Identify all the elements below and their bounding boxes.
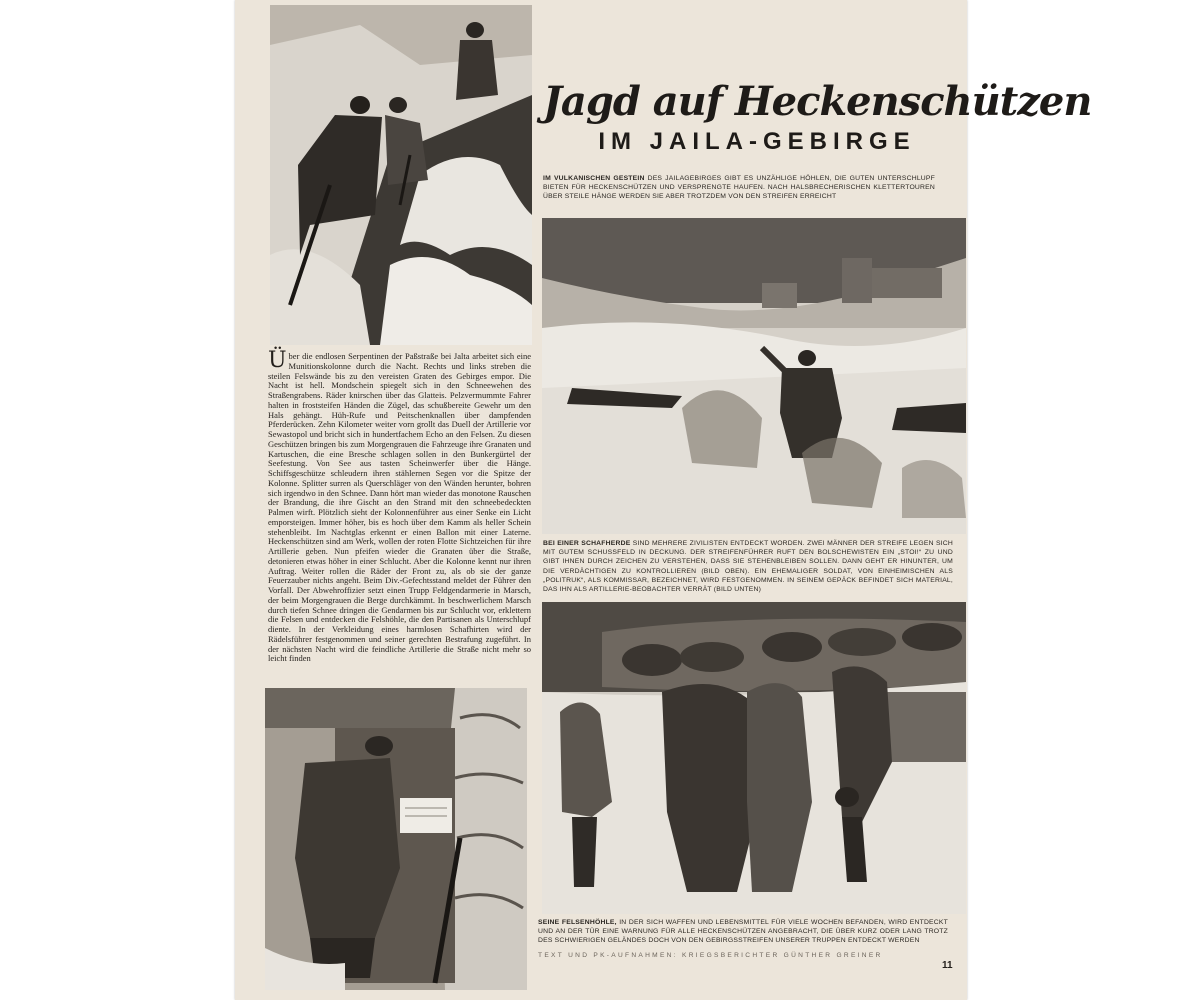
magazine-page [235,0,1092,1000]
photo-patrol-in-snow [542,218,966,534]
photo-soldiers-climbing-image [270,5,532,345]
page-number: 11 [942,960,953,971]
photo-cave-door-notice [265,688,527,990]
caption-bottom-text: IN DER SICH WAFFEN UND LEBENSMITTEL FÜR VIELE WOCHEN BEFANDEN, WIRD ENTDECKT UND AN DER TÜR EINE WARNUNG FÜR ALLE HECKENSCHÜTZEN ANGEBRACHT, DIE ÜBER KURZ ODER LANG TROTZ DES SCHWIERIGEN GELÄNDES DOCH VON DEN GEBIRGSSTREIFEN UNSERER TRUPPEN ENTDECKT WERDEN [538,919,948,945]
photo-politruk-arrest [542,602,966,914]
caption-top-text: DES JAILAGEBIRGES GIBT ES UNZÄHLIGE HÖHLEN, DIE GUTEN UNTERSCHLUPF BIETEN FÜR HECKENSCHÜTZEN UND VERSPRENGTE HAUFEN. NACH HALSBRECHERISCHEN KLETTERTOUREN ÜBER STEILE HÄNGE WERDEN SIE ABER TROTZDEM VON DEN STREIFEN ERREICHT [543,175,935,201]
caption-bottom [538,918,948,946]
photo-credit: TEXT UND PK-AUFNAHMEN: KRIEGSBERICHTER GÜNTHER GREINER [538,952,883,959]
article-subtitle: IM JAILA-GEBIRGE [598,128,916,155]
caption-bottom-lead: SEINE FELSENHÖHLE, [538,919,617,926]
caption-top [543,174,935,202]
caption-middle [543,539,953,594]
photo-soldiers-climbing [270,5,532,345]
article-body: Über die endlosen Serpentinen der Paßstraße bei Jalta arbeitet sich eine Munitionskolonne durch die Nacht. Rechts und links streben die steilen Felswände bis zu den vereisten Graten des Gebirges empor. Die Nacht ist hell. Mondschein spiegelt sich in den Schneewehen des Straßengrabens. Räder knirschen über das Glatteis. Pelzvermummte Fahrer halten in froststeifen Händen die Zügel, das schußbereite Gewehr um den Hals gehängt. Hüh-Rufe und Peitschenknallen über dampfenden Pferderücken. Zehn Kilometer weiter vorn grollt das Duell der Artillerie vor Sewastopol und bricht sich in hundertfachem Echo an den Felsen. Zu diesen Geschützen bringen bis zum Morgengrauen die Fahrzeuge ihre Granaten und Kartuschen, die eine Bresche schlagen sollen in den Bunkergürtel der Seefestung. Von See aus tasten Scheinwerfer über die Hänge. Schiffsgeschütze schleudern ihren stählernen Segen vor die Spitze der Kolonne. Splitter surren als Querschläger von den Wänden herunter, bohren sich irgendwo in den Schnee. Dann hört man wieder das monotone Rauschen der Brandung, die ihre Gischt an den Strand mit den schneebedeckten Palmen wirft. Plötzlich sieht der Kolonnenführer aus einer Senke ein Licht emporsteigen. Immer höher, bis es hoch über dem Kamm als heller Schein stehenbleibt. Im Nachtglas erkennt er einen Ballon mit einer Laterne. Heckenschützen sind am Werk, wollen der roten Flotte Sichtzeichen für ihre Artillerie geben. Nun pfeifen wieder die Granaten über die Straße, detonieren etwas höher in einer Schlucht. Aber die Kolonne kennt nur ihren Auftrag. Weiter rollen die Räder der Front zu, als ob sie der ganze Feuerzauber nichts angeht. Beim Div.-Gefechtsstand meldet der Führer den Vorfall. Der Abwehroffizier setzt einen Trupp Feldgendarmerie in Marsch, der beim Morgengrauen die Berge durchkämmt. In beschwerlichem Marsch durch tiefen Schnee dringen die Gendarmen bis zur Schlucht vor, erklettern die Felsen und entdecken die Felshöhle, die den Partisanen als Unterschlupf diente. In der Verkleidung eines harmlosen Schafhirten wird der Rädelsführer festgenommen und seiner gerechten Bestrafung zugeführt. In der nächsten Nacht wird die feindliche Artillerie die Straße nicht mehr so leicht finden [268,348,531,664]
article-title: Jagd auf Heckenschützen [543,78,1092,125]
caption-top-lead: IM VULKANISCHEN GESTEIN [543,175,645,182]
photo-patrol-in-snow-image [542,218,966,534]
caption-middle-lead: BEI EINER SCHAFHERDE [543,540,631,547]
caption-middle-text: SIND MEHRERE ZIVILISTEN ENTDECKT WORDEN. ZWEI MÄNNER DER STREIFE LEGEN SICH MIT GUTEM SCHUSSFELD IN DECKUNG. DER STREIFENFÜHRER RUFT DEN BOLSCHEWISTEN EIN „STOI!“ ZU UND GIBT IHNEN DURCH ZEICHEN ZU VERSTEHEN, DASS SIE STEHENBLEIBEN SOLLEN. DANN GEHT ER HINUNTER, UM DIE VERDÄCHTIGEN ZU KONTROLLIEREN (BILD OBEN). EIN EHEMALIGER SOLDAT, VON EINHEIMISCHEN ALS „POLITRUK“, ALS KOMMISSAR, BEZEICHNET, WIRD FESTGENOMMEN. IN SEINEM GEPÄCK BEFINDET SICH MATERIAL, DAS IHN ALS ARTILLERIE-BEOBACHTER VERRÄT (BILD UNTEN) [543,540,953,594]
photo-politruk-arrest-image [542,602,966,914]
photo-cave-door-notice-image [265,688,527,990]
